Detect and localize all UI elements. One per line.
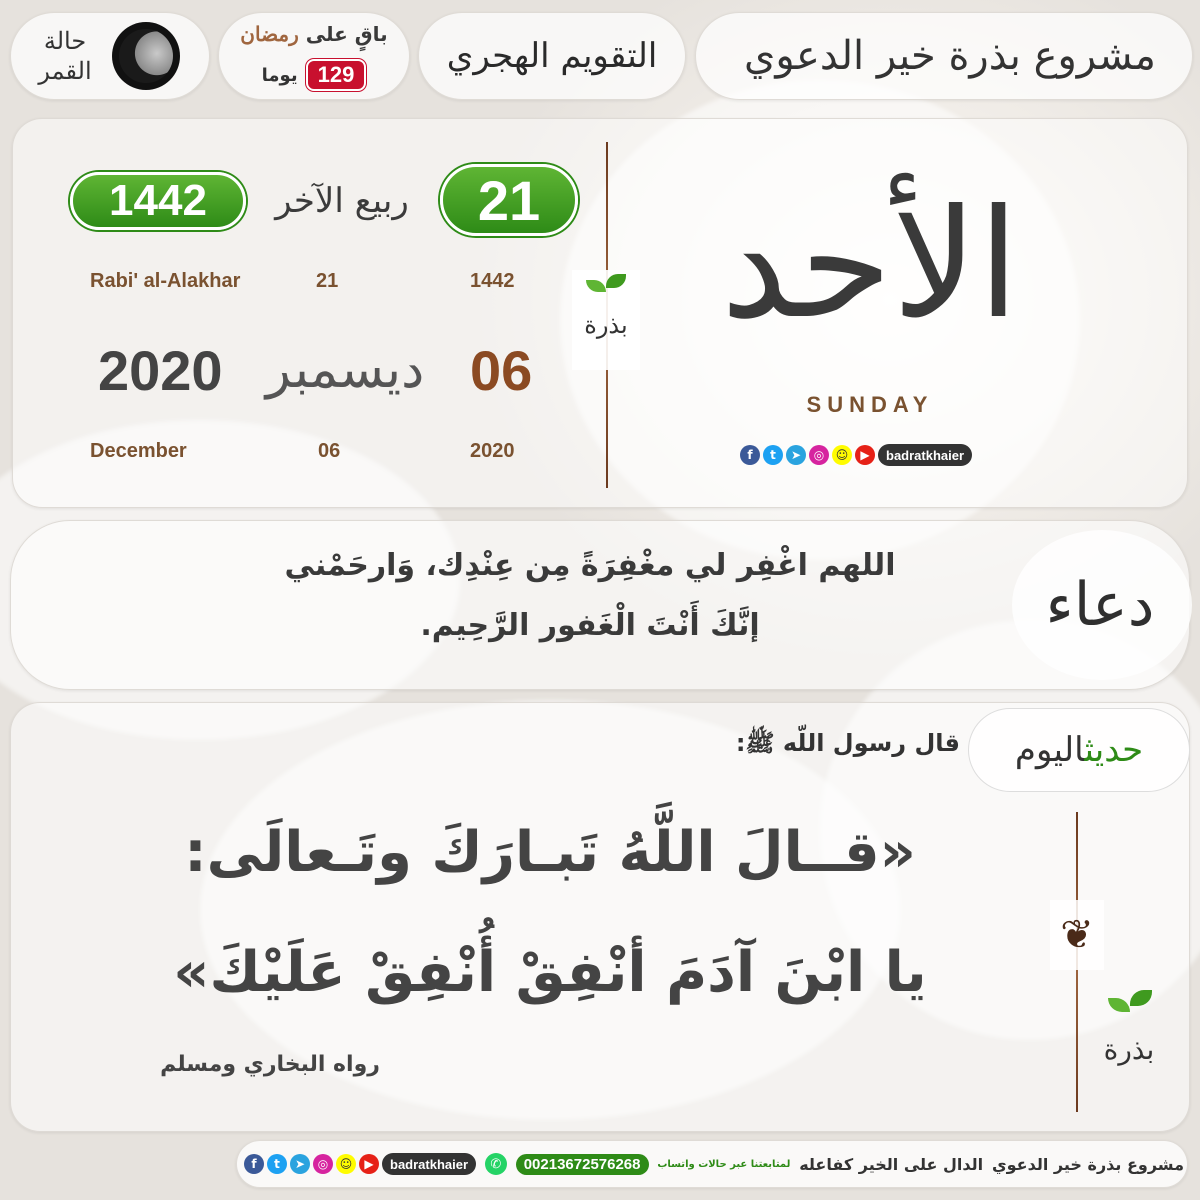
project-title: مشروع بذرة خير الدعوي — [744, 33, 1156, 79]
social-links-top — [740, 444, 972, 466]
footer-project: مشروع بذرة خير الدعوي — [991, 1154, 1184, 1174]
instagram-icon[interactable]: ◎ — [809, 445, 829, 465]
dua-line-1: اللهم اغْفِر لي مغْفِرَةً مِن عِنْدِك، وَارحَمْني — [284, 548, 896, 583]
countdown-unit: يوما — [261, 64, 298, 86]
hadith-line-2: يا ابْنَ آدَمَ أنْفِقْ أُنْفِقْ عَلَيْكَ» — [173, 940, 927, 1005]
hadith-label-part1: حديث — [1084, 730, 1144, 770]
hijri-year-small: 1442 — [470, 270, 515, 292]
facebook-icon[interactable]: f — [740, 445, 760, 465]
gregorian-year-small: 2020 — [470, 440, 515, 462]
dua-line-2: إنَّكَ أَنْتَ الْغَفور الرَّحِيم. — [420, 608, 760, 643]
calendar-title: التقويم الهجري — [446, 36, 658, 76]
countdown-badge: 129 — [306, 59, 367, 91]
social-handle[interactable]: badratkhaier — [878, 444, 972, 466]
gregorian-month-english: December — [90, 440, 187, 462]
countdown-row — [232, 60, 396, 90]
hijri-year-badge: 1442 — [70, 172, 246, 230]
hijri-day-small: 21 — [316, 270, 339, 292]
logo-mark-bottom — [1094, 990, 1164, 1100]
footer-youtube-icon[interactable]: ▶ — [359, 1154, 379, 1174]
footer-whatsapp-note: لمتابعتنا عبر حالات واتساب — [657, 1158, 791, 1170]
gregorian-day: 06 — [470, 339, 533, 402]
logo-text-bottom: بذرة — [1103, 1033, 1155, 1066]
footer-instagram-icon[interactable]: ◎ — [313, 1154, 333, 1174]
hadith-label-part2: اليوم — [1014, 730, 1085, 770]
telegram-icon[interactable]: ➤ — [786, 445, 806, 465]
hadith-line-1: «قــالَ اللَّهُ تَبـارَكَ وتَـعالَى: — [184, 820, 916, 885]
footer-snapchat-icon[interactable]: ☺ — [336, 1154, 356, 1174]
day-name-english: SUNDAY — [806, 392, 934, 417]
ornament-icon: ❦ — [1050, 900, 1104, 970]
countdown-prefix: باقٍ على — [305, 22, 388, 46]
snapchat-icon[interactable]: ☺ — [832, 445, 852, 465]
hijri-day-badge: 21 — [440, 164, 578, 236]
footer-handle[interactable]: badratkhaier — [382, 1153, 476, 1175]
twitter-icon[interactable]: t — [763, 445, 783, 465]
leaf-icon — [586, 274, 626, 298]
logo-text: بذرة — [584, 311, 628, 339]
gregorian-month-arabic: ديسمبر — [265, 340, 425, 400]
countdown-label — [228, 22, 400, 52]
hadith-label — [975, 716, 1183, 784]
footer-facebook-icon[interactable]: f — [244, 1154, 264, 1174]
youtube-icon[interactable]: ▶ — [855, 445, 875, 465]
footer-motto: الدال على الخير كفاعله — [799, 1154, 984, 1174]
hadith-intro: قال رسول اللّه ﷺ: — [735, 729, 960, 757]
gregorian-year: 2020 — [98, 339, 223, 402]
footer-telegram-icon[interactable]: ➤ — [290, 1154, 310, 1174]
hijri-month-arabic: ربيع الآخر — [275, 181, 409, 221]
whatsapp-icon[interactable]: ✆ — [485, 1153, 507, 1175]
footer-phone[interactable]: 00213672576268 — [516, 1154, 649, 1175]
leaf-icon-bottom — [1108, 990, 1152, 1018]
moon-phase-icon — [112, 22, 180, 90]
logo-mark — [572, 270, 640, 370]
footer-twitter-icon[interactable]: t — [267, 1154, 287, 1174]
hadith-source: رواه البخاري ومسلم — [160, 1052, 380, 1077]
footer-row — [244, 1150, 1184, 1178]
gregorian-day-small: 06 — [318, 440, 341, 462]
countdown-event: رمضان — [240, 22, 299, 46]
moon-label: حالة القمر — [38, 27, 92, 85]
day-name-arabic: الأحد — [720, 178, 1020, 352]
hijri-month-english: Rabi' al-Alakhar — [90, 270, 241, 292]
dua-label: دعاء — [1045, 570, 1155, 640]
